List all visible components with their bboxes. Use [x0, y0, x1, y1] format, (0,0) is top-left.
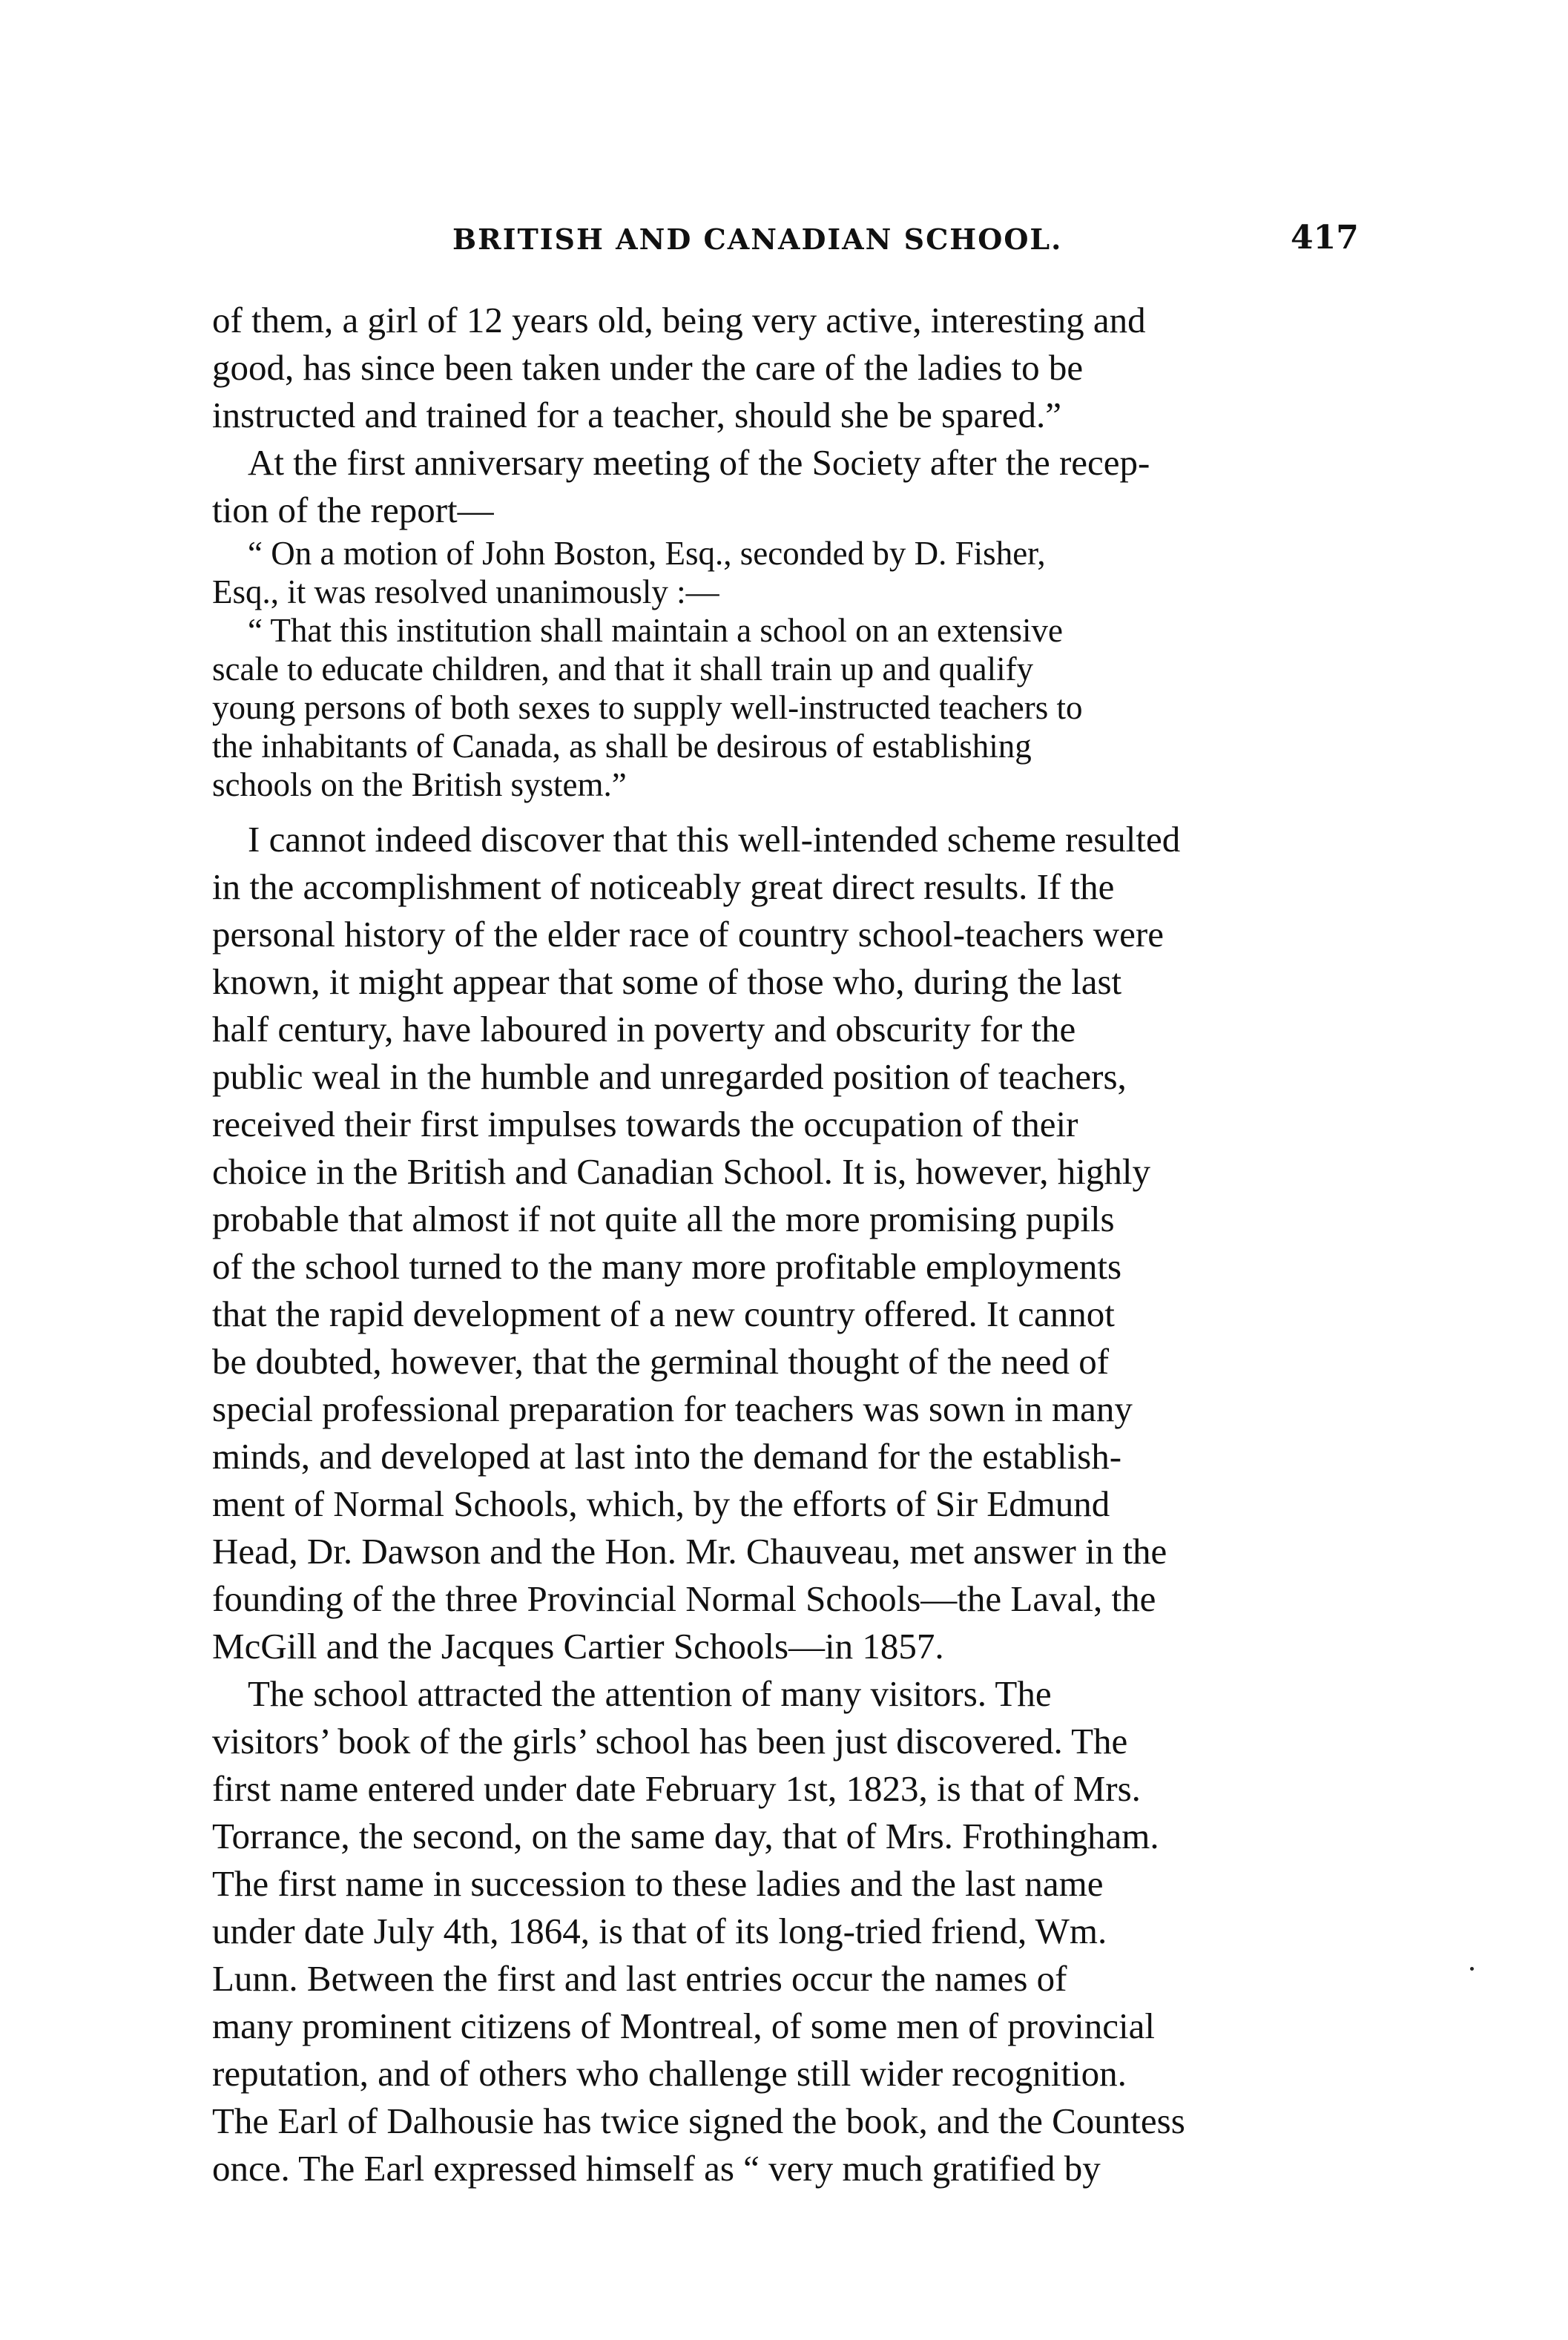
text-line: The first name in succession to these ladies and the last name	[212, 1863, 1104, 1904]
text-line: half century, have laboured in poverty and obscurity for the	[212, 1009, 1076, 1049]
text-line: The Earl of Dalhousie has twice signed the book, and the Countess	[212, 2100, 1185, 2141]
text-line: minds, and developed at last into the demand for the establish-	[212, 1436, 1122, 1477]
text-line: probable that almost if not quite all the more promising pupils	[212, 1199, 1115, 1239]
quoted-resolution	[212, 534, 1343, 804]
text-line: choice in the British and Canadian School. It is, however, highly	[212, 1151, 1150, 1192]
print-speck	[1470, 1967, 1474, 1971]
text-line: McGill and the Jacques Cartier Schools—in 1857.	[212, 1626, 944, 1667]
text-line: be doubted, however, that the germinal thought of the need of	[212, 1341, 1110, 1382]
text-line: Head, Dr. Dawson and the Hon. Mr. Chauveau, met answer in the	[212, 1531, 1167, 1572]
text-line: the inhabitants of Canada, as shall be desirous of establishing	[212, 728, 1032, 765]
text-line: Lunn. Between the first and last entries occur the names of	[212, 1958, 1067, 1999]
text-line: The school attracted the attention of many visitors. The	[248, 1673, 1052, 1714]
paragraph-normal-schools	[212, 816, 1343, 1670]
text-line: of them, a girl of 12 years old, being very active, interesting and	[212, 300, 1146, 340]
text-line: “ That this institution shall maintain a school on an extensive	[248, 612, 1063, 649]
text-line: personal history of the elder race of country school-teachers were	[212, 914, 1164, 955]
page-number: 417	[1291, 219, 1359, 257]
text-line: Esq., it was resolved unanimously :—	[212, 573, 719, 610]
text-line: founding of the three Provincial Normal Schools—the Laval, the	[212, 1578, 1156, 1619]
running-head: BRITISH AND CANADIAN SCHOOL.	[452, 223, 1063, 256]
text-line: received their first impulses towards the occupation of their	[212, 1104, 1078, 1144]
page-body	[212, 297, 1343, 2192]
paragraph-anniversary	[212, 439, 1343, 534]
text-line: schools on the British system.”	[212, 766, 627, 803]
text-line: of the school turned to the many more profitable employments	[212, 1246, 1122, 1287]
text-line: good, has since been taken under the care of the ladies to be	[212, 347, 1084, 388]
text-line: known, it might appear that some of those who, during the last	[212, 961, 1122, 1002]
text-line: young persons of both sexes to supply well-instructed teachers to	[212, 689, 1083, 726]
text-line: “ On a motion of John Boston, Esq., seconded by D. Fisher,	[248, 535, 1046, 572]
text-line: public weal in the humble and unregarded position of teachers,	[212, 1056, 1127, 1097]
text-line: instructed and trained for a teacher, should she be spared.”	[212, 395, 1061, 435]
text-line: special professional preparation for teachers was sown in many	[212, 1388, 1133, 1429]
text-line: reputation, and of others who challenge still wider recognition.	[212, 2053, 1127, 2094]
text-line: under date July 4th, 1864, is that of its long-tried friend, Wm.	[212, 1911, 1107, 1951]
text-line: tion of the report—	[212, 490, 494, 530]
text-line: I cannot indeed discover that this well-intended scheme resulted	[248, 819, 1181, 860]
text-line: scale to educate children, and that it shall train up and qualify	[212, 650, 1034, 688]
text-line: Torrance, the second, on the same day, that of Mrs. Frothingham.	[212, 1816, 1159, 1856]
text-line: many prominent citizens of Montreal, of some men of provincial	[212, 2006, 1155, 2046]
paragraph-visitors-book	[212, 1670, 1343, 2192]
paragraph-continuation	[212, 297, 1343, 439]
text-line: in the accomplishment of noticeably great direct results. If the	[212, 866, 1115, 907]
text-line: first name entered under date February 1st, 1823, is that of Mrs.	[212, 1768, 1141, 1809]
text-line: that the rapid development of a new country offered. It cannot	[212, 1293, 1115, 1334]
text-line: At the first anniversary meeting of the Society after the recep-	[248, 442, 1150, 483]
text-line: visitors’ book of the girls’ school has been just discovered. The	[212, 1721, 1128, 1761]
paragraph-spacer	[212, 804, 1343, 816]
text-line: once. The Earl expressed himself as “ very much gratified by	[212, 2148, 1101, 2189]
text-line: ment of Normal Schools, which, by the efforts of Sir Edmund	[212, 1483, 1110, 1524]
